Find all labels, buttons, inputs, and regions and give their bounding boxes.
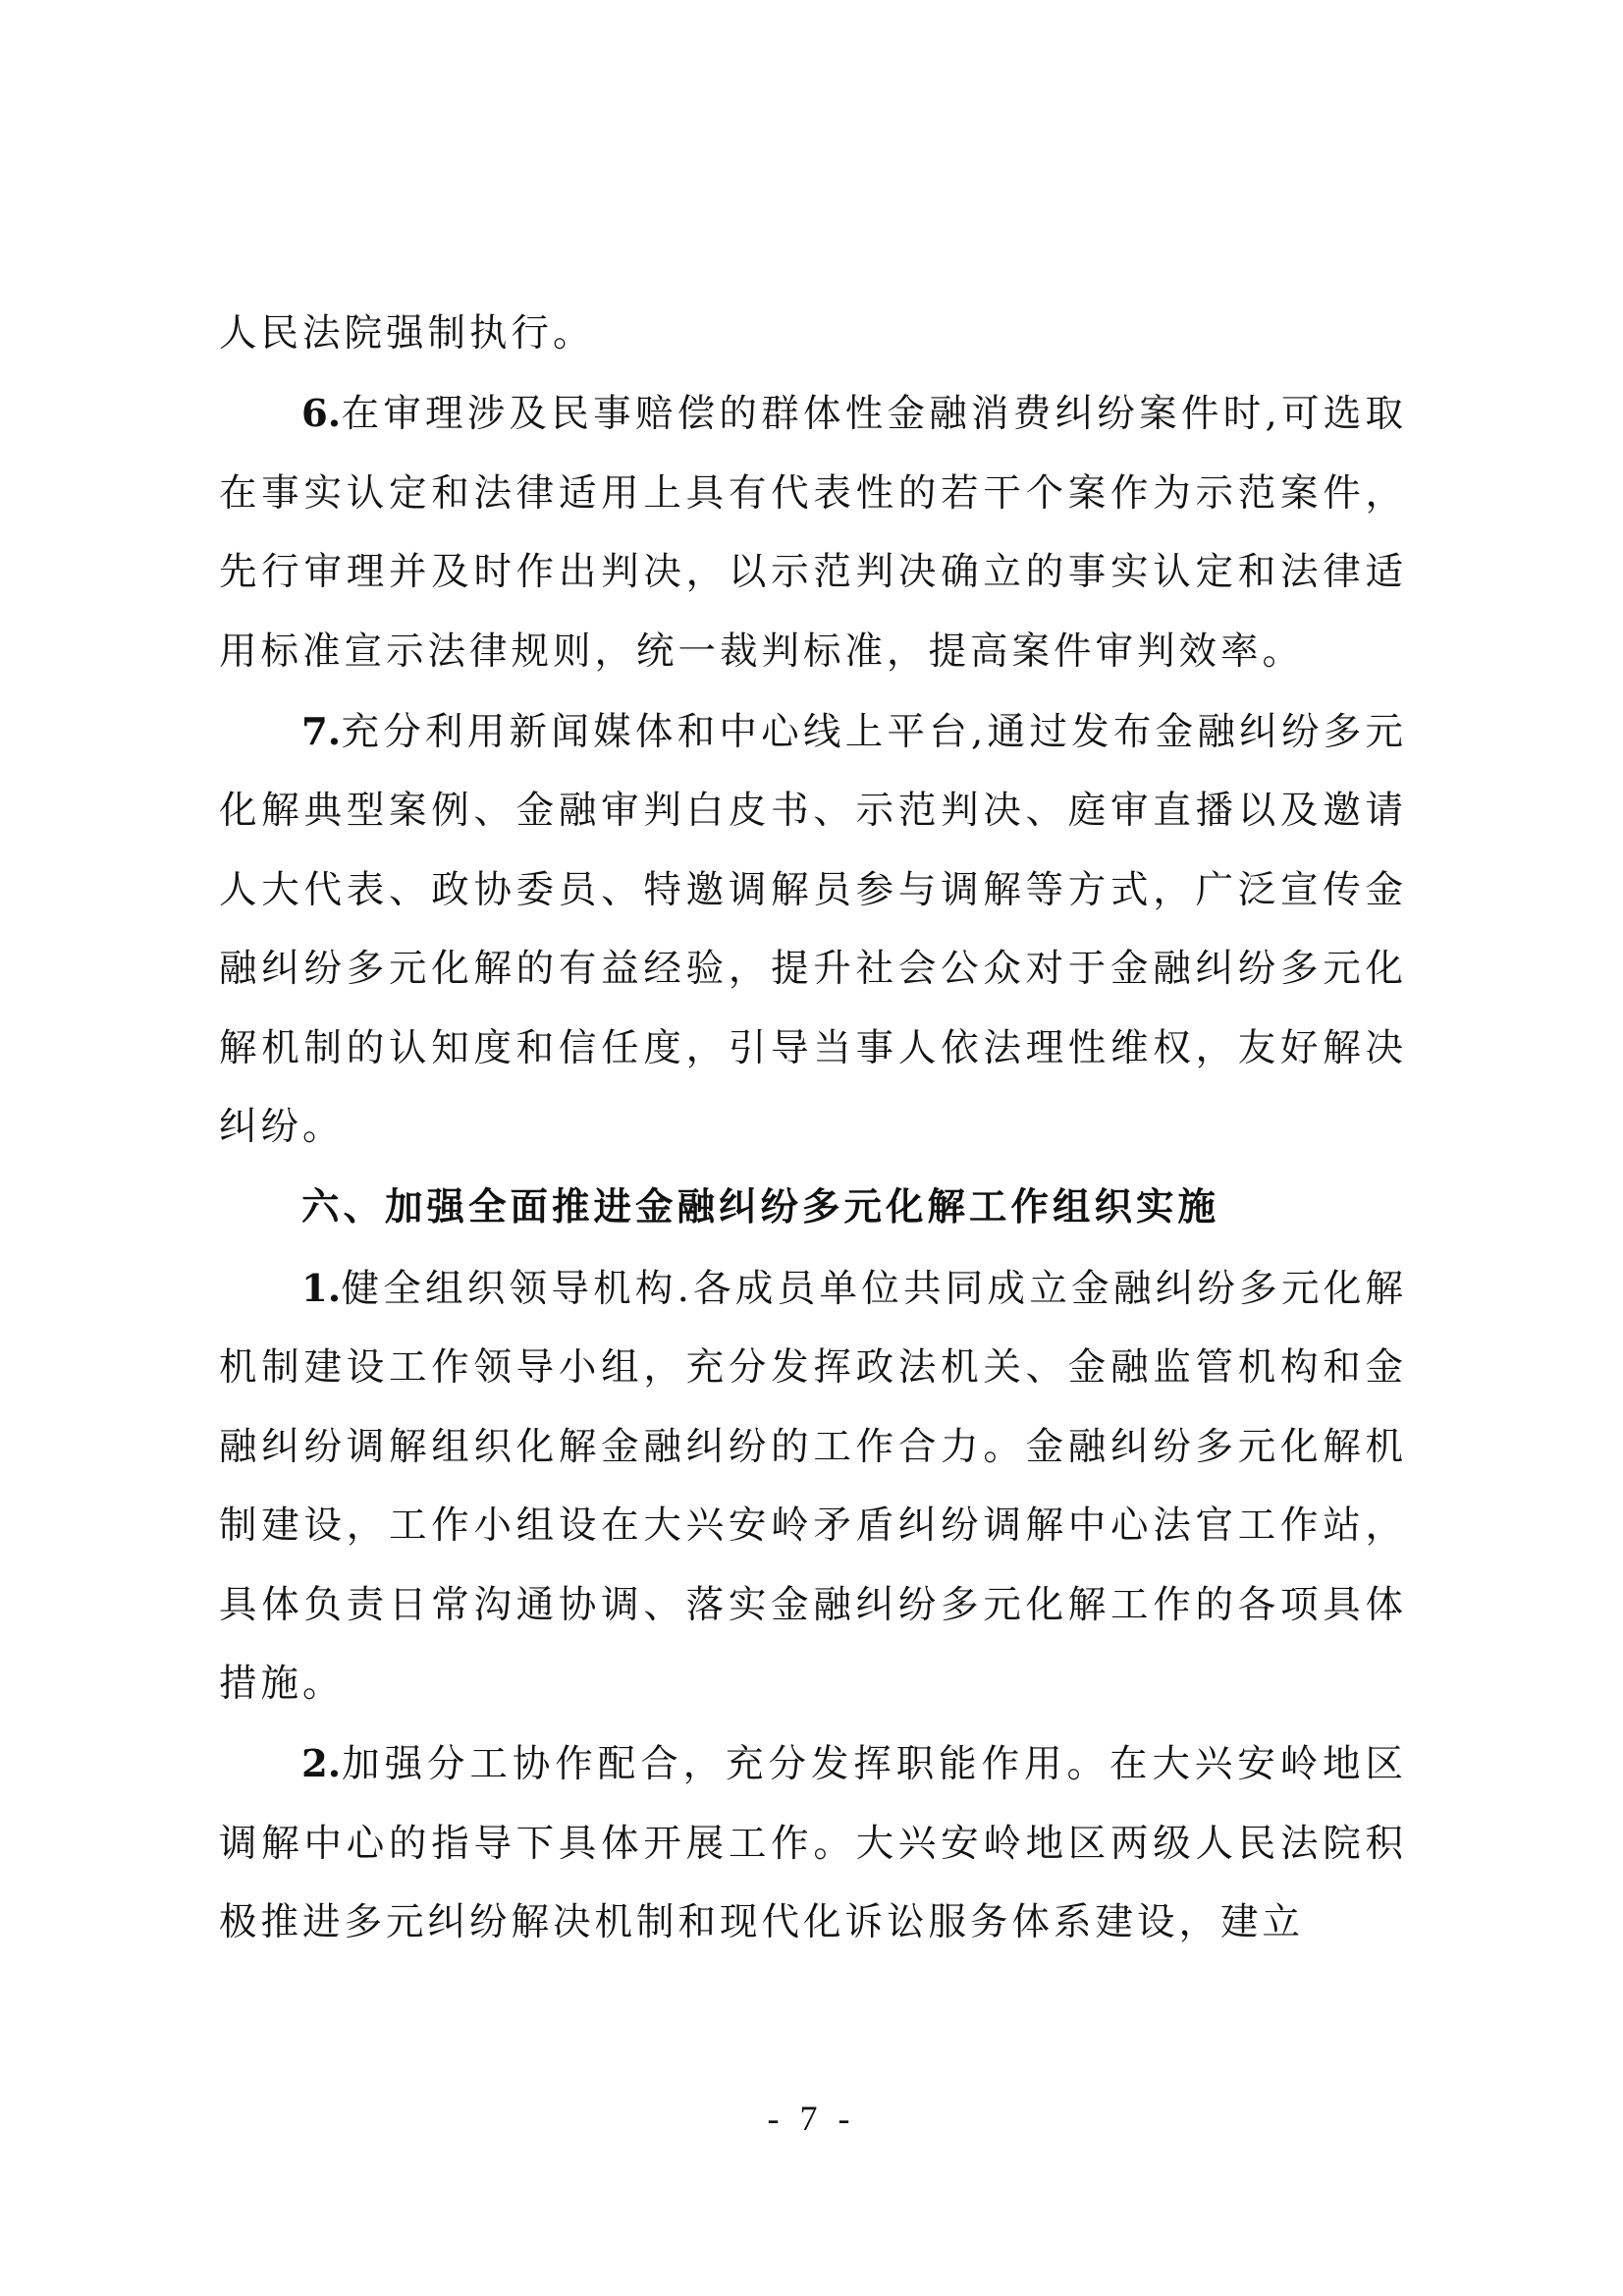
paragraph-text: 充分利用新闻媒体和中心线上平台,通过发布金融纠纷多元化解典型案例、金融审判白皮书、示范判决、庭审直播以及邀请人大代表、政协委员、特邀调解员参与调解等方式，广泛宣传金融纠纷多元化解的有益经验，提升社会公众对于金融纠纷多元化解机制的认知度和信任度，引导当事人依法理性维权，友好解决纠纷。 [219,710,1407,1150]
paragraph-5 [219,1250,1407,1723]
item-number: 6. [301,392,342,437]
paragraph-3 [219,693,1407,1167]
item-number: 1. [301,1266,342,1311]
section-heading [219,1169,1407,1247]
paragraph-2 [219,375,1407,691]
paragraph-text: 健全组织领导机构.各成员单位共同成立金融纠纷多元化解机制建设工作领导小组，充分发挥政法机关、金融监管机构和金融纠纷调解组织化解金融纠纷的工作合力。金融纠纷多元化解机制建设，工作小组设在大兴安岭矛盾纠纷调解中心法官工作站，具体负责日常沟通协调、落实金融纠纷多元化解工作的各项具体措施。 [219,1266,1407,1706]
paragraph-text: 加强分工协作配合，充分发挥职能作用。在大兴安岭地区调解中心的指导下具体开展工作。大兴安岭地区两级人民法院积极推进多元纠纷解决机制和现代化诉讼服务体系建设，建立 [219,1742,1407,1945]
heading-text: 六、加强全面推进金融纠纷多元化解工作组织实施 [301,1185,1220,1230]
paragraph-text: 人民法院强制执行。 [219,311,595,355]
item-number: 2. [301,1742,342,1787]
page-number: - 7 - [767,2099,856,2138]
document-body [219,295,1407,1965]
paragraph-text: 在审理涉及民事赔偿的群体性金融消费纠纷案件时,可选取在事实认定和法律适用上具有代表性的若干个案作为示范案件，先行审理并及时作出判决，以示范判决确立的事实认定和法律适用标准宣示法律规则，统一裁判标准，提高案件审判效率。 [219,392,1407,674]
paragraph-1 [219,295,1407,373]
paragraph-6 [219,1725,1407,1962]
item-number: 7. [301,710,342,755]
